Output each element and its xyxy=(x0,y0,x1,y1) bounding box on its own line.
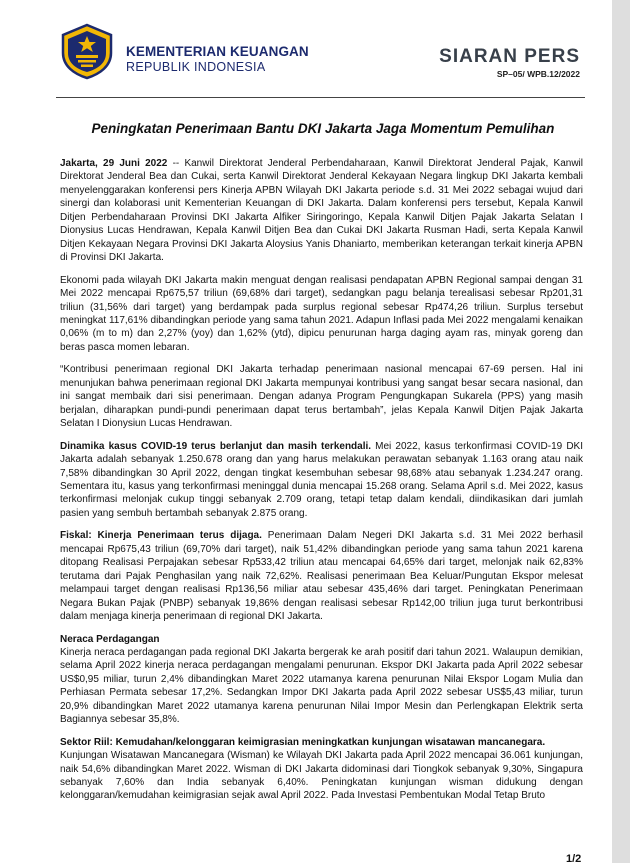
paragraph-trade: Kinerja neraca perdagangan pada regional DKI Jakarta bergerak ke arah positif dari tahun 2021. Walaupun demikian, selama April 2022 kinerja neraca perdagangan mengalami penurunan. Ekspor DKI Jakarta pada April 2022 sebesar US$0,95 miliar, turun 2,4% dibandingkan Maret 2022 utamanya karena penurunan Nilai Ekspor Logam Mulia dan Perhiasan Permata sebesar 17,2%. Sedangkan Impor DKI Jakarta pada April 2022 sebesar US$5,43 miliar, turun 20,9% dibandingkan Maret 2022 utamanya karena penurunan Nilai Impor Mesin dan Perlengkapan Elektrik serta Bagiannya sebesar 35,8%. xyxy=(60,646,583,726)
dateline: Jakarta, 29 Juni 2022 xyxy=(60,158,168,169)
paragraph-covid xyxy=(60,440,583,521)
paragraph-fiscal-lead: Fiskal: Kinerja Penerimaan terus dijaga. xyxy=(60,530,262,542)
document-title: Peningkatan Penerimaan Bantu DKI Jakarta Jaga Momentum Pemulihan xyxy=(91,121,555,136)
country-name: REPUBLIK INDONESIA xyxy=(126,60,266,74)
section-heading-real-sector: Sektor Riil: Kemudahan/kelonggaran keimigrasian meningkatkan kunjungan wisatawan mancanegara. xyxy=(60,736,546,748)
press-release-number: SP–05/ WPB.12/2022 xyxy=(496,69,580,79)
press-release-block xyxy=(439,46,580,80)
section-heading-trade: Neraca Perdagangan xyxy=(60,633,160,645)
paragraph-quote: “Kontribusi penerimaan regional DKI Jakarta terhadap penerimaan nasional mencapai 67-69 persen. Hal ini menunjukan bahwa penerimaan regional DKI Jakarta mempunyai kontribusi yang sangat besar secara nasional, dan ini sangat membaik dari sisi penerimaan. Dengan adanya Program Pengungkapan Sukarela (PPS) yang masih berjalan, diharapkan pundi-pundi penerimaan dapat terus bertambah”, jelas Kepala Kanwil Ditjen Pajak Jakarta Selatan I Dionysiun Lucas Hendrawan. xyxy=(60,364,583,430)
paragraph-covid-lead: Dinamika kasus COVID-19 terus berlanjut dan masih terkendali. xyxy=(60,440,372,452)
paragraph-fiscal-text: Penerimaan Dalam Negeri DKI Jakarta s.d. 31 Mei 2022 berhasil mencapai Rp675,43 triliun (69,70% dari target), naik 51,42% dibandingkan periode yang sama tahun 2021 karena ditopang Realisasi Perpajakan sebesar Rp533,42 triliun atau mencapai 64,65% dari target, melonjak naik 62,83% terutama dari Pajak Penghasilan yang naik 72,62%. Realisasi penerimaan Bea Keluar/Pungutan Ekspor melesat melampaui target dengan realisasi Rp136,56 miliar atau sebesar 435,46% dari target. Peningkatan Penerimaan Negara Bukan Pajak (PNBP) sebanyak 19,86% dengan realisasi sebesar Rp142,00 triliun juga turut berkontribusi dalam menjaga kinerja penerimaan di regional DKI Jakarta. xyxy=(60,530,583,623)
paragraph-covid-text: Mei 2022, kasus terkonfirmasi COVID-19 DKI Jakarta adalah sebanyak 1.250.678 orang dan yang harus melakukan perawatan sebanyak 1.163 orang atau naik 7,58% dibandingkan 30 April 2022, dengan tingkat kesembuhan sebesar 98,68% atau sebanyak 1.234.247 orang. Sementara itu, kasus yang terkonfirmasi meninggal dunia mencapai 15.268 orang. Selama April s.d. Mei 2022, kasus terkonfirmasi melonjak cukup tinggi sebanyak 2.709 orang, tetapi tetap dalam kendali, diindikasikan dari jumlah pasien yang sembuh bertambah sebanyak 2.875 orang. xyxy=(60,440,583,519)
paragraph-intro-text: -- Kanwil Direktorat Jenderal Perbendaharaan, Kanwil Direktorat Jenderal Pajak, Kanwil Direktorat Jenderal Bea dan Cukai, serta Kanwil Direktorat Jenderal Kekayaan Negara lingkup DKI Jakarta kembali menyelenggarakan konferensi pers Kinerja APBN Wilayah DKI Jakarta periode s.d. 31 Mei 2022 sebagai wujud dari sinergi dan kolaborasi unit Kementerian Keuangan di DKI Jakarta. Dalam konferensi pers tersebut, Kepala Kanwil Ditjen Perbendaharaan Provinsi DKI Jakarta Alfiker Siringoringo, Kepala Kanwil Ditjen Pajak Jakarta Selatan I Dionysius Lucas Hendrawan, Kepala Kanwil Ditjen Bea dan Cukai DKI Jakarta Rusman Hadi, serta Kepala Kanwil Ditjen Kekayaan Negara Provinsi DKI Jakarta Aloysius Yanis Dhaniarto, memberikan keterangan terkait kinerja APBN di Provinsi DKI Jakarta. xyxy=(60,158,583,264)
ministry-name-block xyxy=(126,44,309,75)
paragraph-intro xyxy=(60,157,583,265)
paragraph-fiscal xyxy=(60,529,583,623)
header-divider xyxy=(56,97,585,98)
paragraph-economy: Ekonomi pada wilayah DKI Jakarta makin menguat dengan realisasi pendapatan APBN Regional sampai dengan 31 Mei 2022 mencapai Rp675,57 triliun (69,68% dari target), sedangkan pagu belanja terealisasi sebesar Rp201,31 triliun (31,56% dari target) yang berdampak pada surplus regional sebesar Rp474,26 triliun. Surplus tersebut meningkat 117,61% dibandingkan periode yang sama tahun 2021. Adapun Inflasi pada Mei 2022 mengalami kenaikan 0,06% (m to m) dan 2,27% (yoy) dan 1,62% (ytd), dipicu penurunan harga daging ayam ras, minyak goreng dan beras pasca momen lebaran. xyxy=(60,274,583,353)
ministry-name: KEMENTERIAN KEUANGAN xyxy=(126,44,309,59)
press-release-label: SIARAN PERS xyxy=(439,46,580,67)
document-body xyxy=(60,157,583,803)
ministry-emblem-icon xyxy=(58,22,116,80)
paragraph-real-sector: Kunjungan Wisatawan Mancanegara (Wisman) ke Wilayah DKI Jakarta pada April 2022 mencapai 36.061 kunjungan, naik 54,6% dibandingkan Maret 2022. Wisman di DKI Jakarta didominasi dari Tiongkok sebanyak 9,30%, Singapura sebanyak 7,60% dan India sebanyak 6,40%. Peningkatan kunjungan wisman didukung dengan kelonggaran/kemudahan keimigrasian sejak awal April 2022. Pada Investasi Pembentukan Modal Tetap Bruto xyxy=(60,750,583,802)
letterhead xyxy=(0,0,612,100)
page-number: 1/2 xyxy=(566,853,582,863)
